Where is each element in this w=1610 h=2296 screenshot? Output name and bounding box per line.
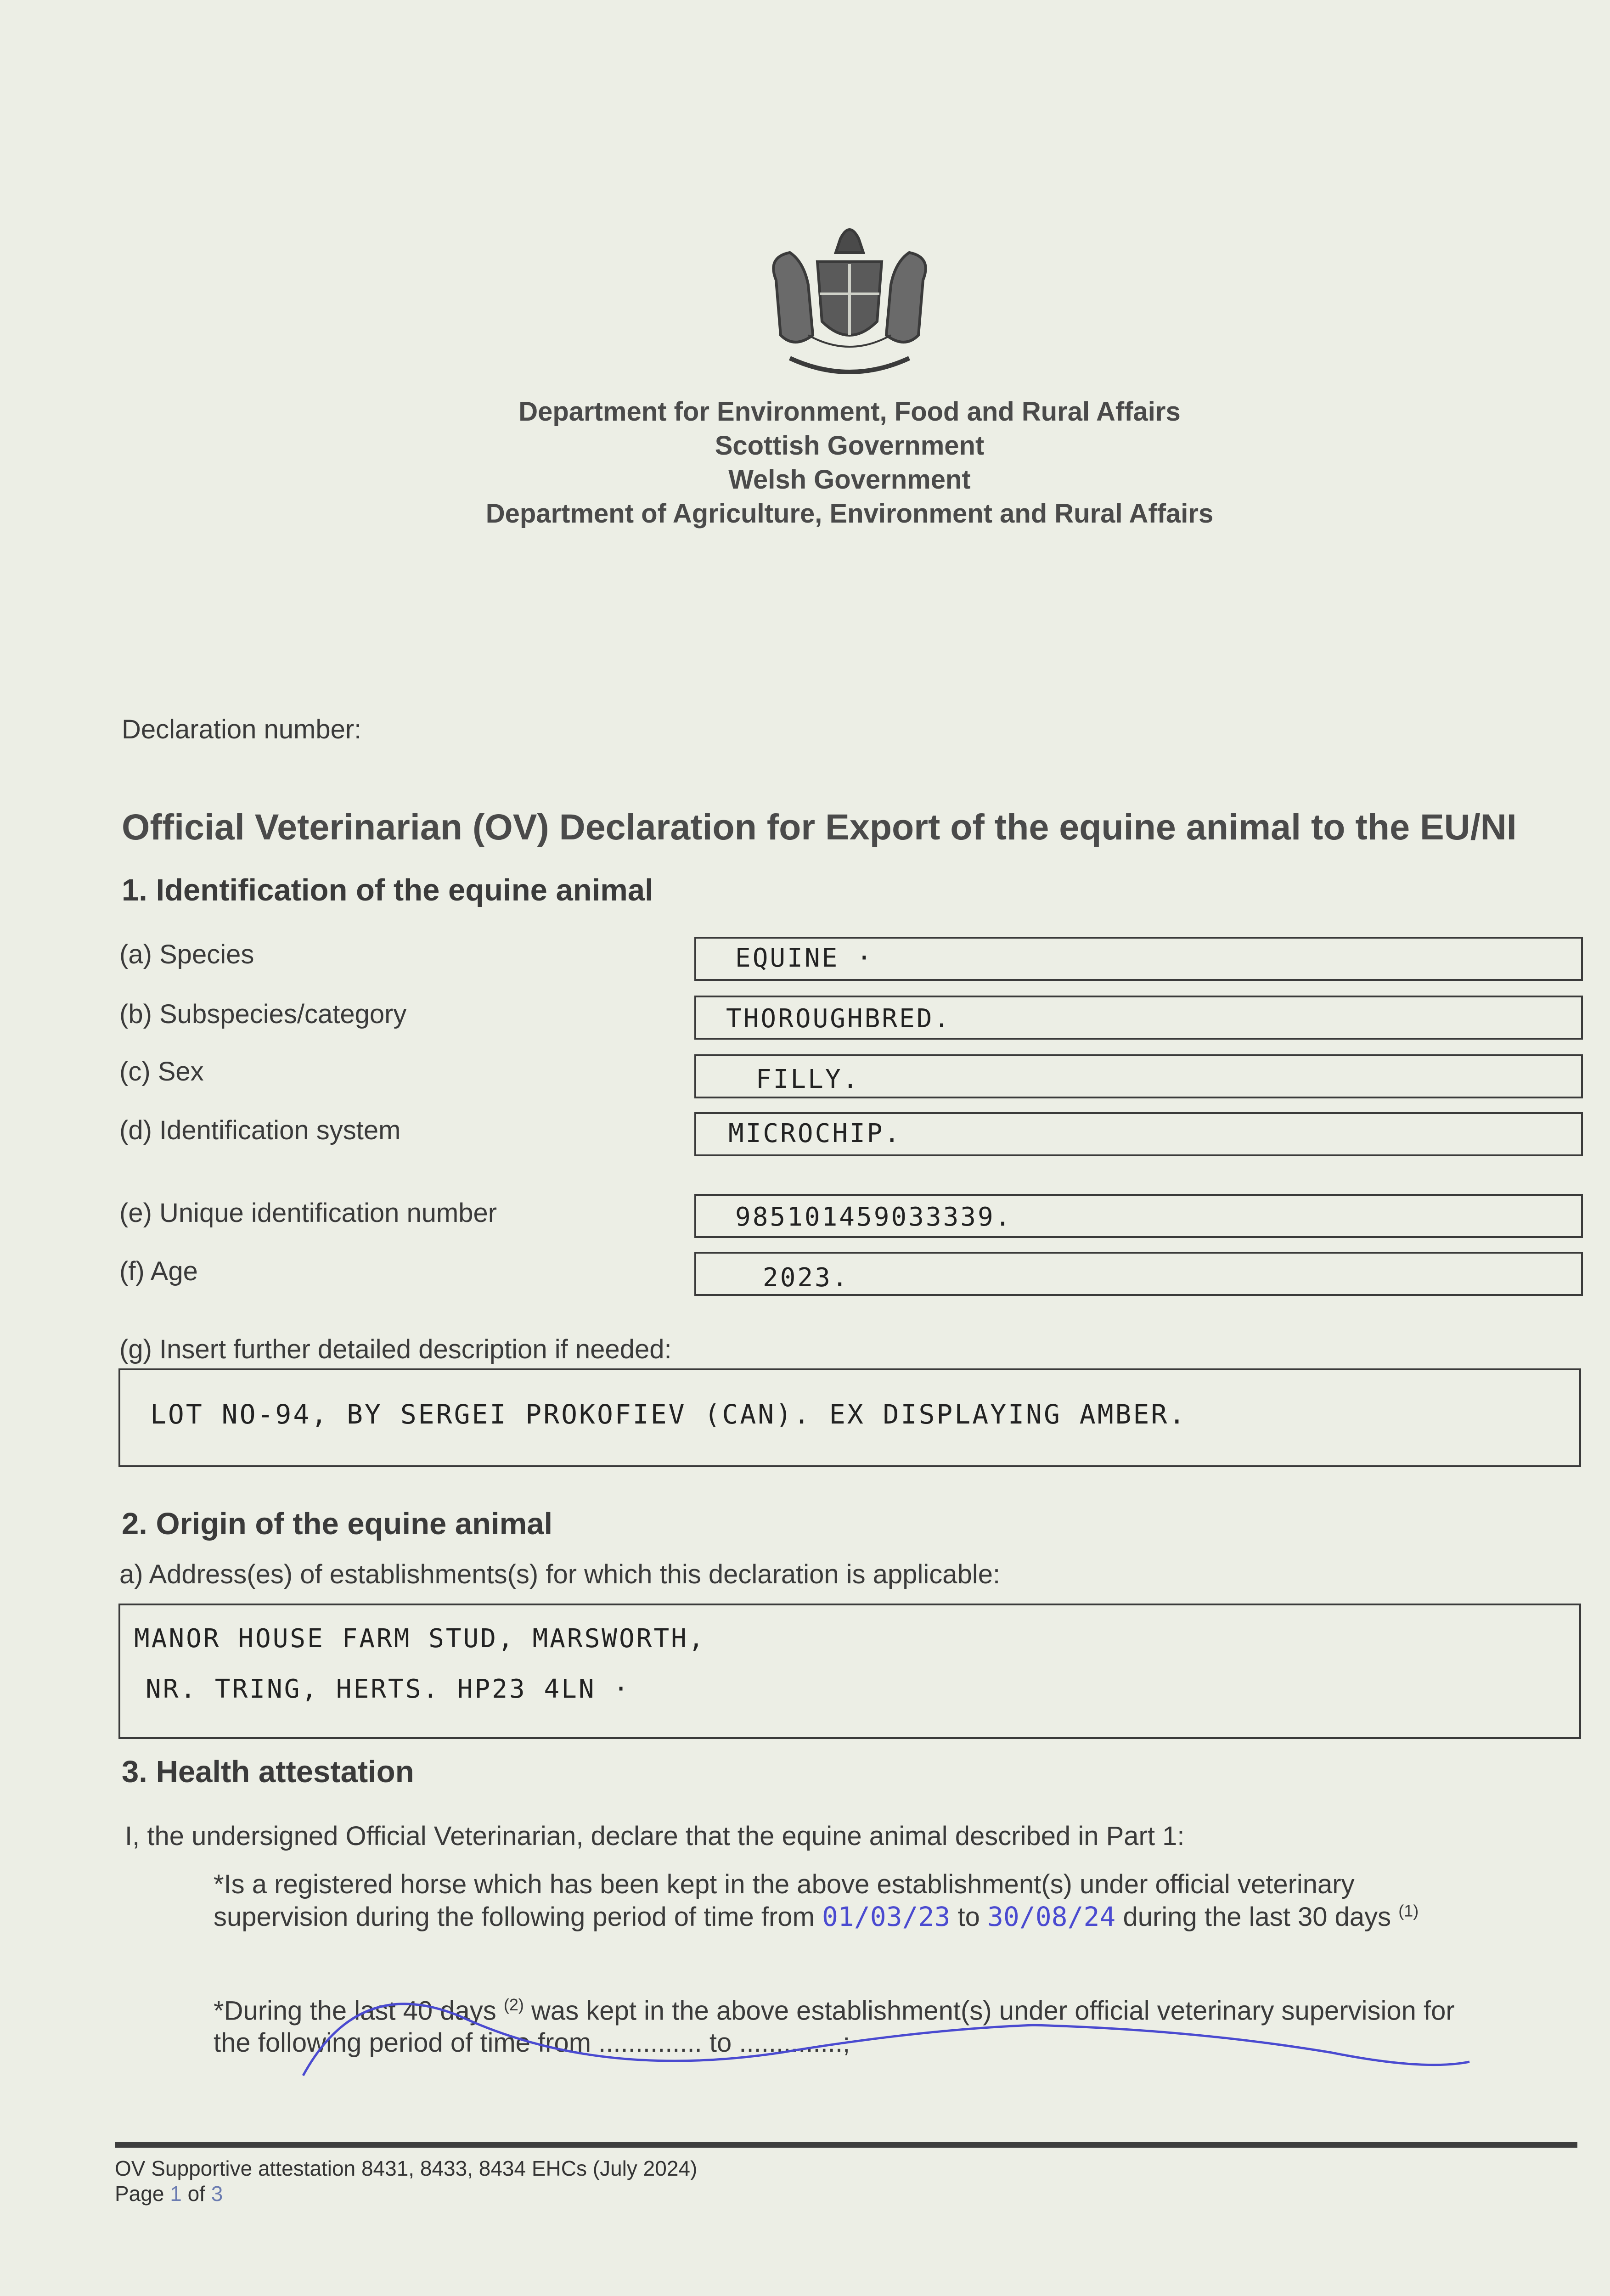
department-line: Department of Agriculture, Environment and Rural Affairs xyxy=(485,499,1214,529)
page-total: 3 xyxy=(211,2182,223,2206)
sex-value: FILLY. xyxy=(756,1064,860,1094)
clause-2-line-1 xyxy=(214,1995,1455,2026)
section-2-heading: 2. Origin of the equine animal xyxy=(122,1507,553,1541)
footer-divider xyxy=(115,2142,1577,2148)
footnote-2-marker: (2) xyxy=(503,1995,524,2014)
further-description-field[interactable] xyxy=(118,1368,1581,1467)
page-of: of xyxy=(187,2182,205,2206)
clause-2-text-a: *During the last 40 days xyxy=(214,1996,496,2026)
section-1-heading: 1. Identification of the equine animal xyxy=(122,873,653,907)
clause-1-line-1: *Is a registered horse which has been kept in the above establishment(s) under official veterinary xyxy=(214,1869,1355,1899)
page-word: Page xyxy=(115,2182,164,2206)
clause-1-line-2 xyxy=(214,1901,1419,1932)
clause-1-to-word: to xyxy=(957,1902,980,1932)
identification-system-label: (d) Identification system xyxy=(119,1115,401,1145)
address-line-2: NR. TRING, HERTS. HP23 4LN · xyxy=(146,1674,631,1704)
further-description-label: (g) Insert further detailed description if needed: xyxy=(119,1334,672,1364)
from-date[interactable]: 01/03/23 xyxy=(822,1901,951,1932)
address-line-1: MANOR HOUSE FARM STUD, MARSWORTH, xyxy=(134,1624,706,1654)
species-value: EQUINE · xyxy=(735,943,874,973)
clause-1-text-end: during the last 30 days xyxy=(1123,1902,1391,1932)
document-title: Official Veterinarian (OV) Declaration for Export of the equine animal to the EU/NI xyxy=(122,806,1517,847)
department-line: Department for Environment, Food and Rural Affairs xyxy=(518,397,1181,427)
attestation-intro: I, the undersigned Official Veterinarian, declare that the equine animal described in Part 1: xyxy=(125,1821,1185,1851)
clause-2-text-b: was kept in the above establishment(s) under official veterinary supervision for xyxy=(531,1996,1455,2026)
sex-label: (c) Sex xyxy=(119,1057,204,1086)
sex-field[interactable] xyxy=(694,1054,1583,1098)
identification-system-field[interactable] xyxy=(694,1112,1583,1156)
footer-attestation: OV Supportive attestation 8431, 8433, 8434 EHCs (July 2024) xyxy=(115,2156,698,2180)
unique-id-field[interactable] xyxy=(694,1194,1583,1238)
species-label: (a) Species xyxy=(119,940,254,969)
page-indicator xyxy=(115,2181,223,2206)
species-field[interactable] xyxy=(694,937,1583,981)
further-description-value: LOT NO-94, BY SERGEI PROKOFIEV (CAN). EX DISPLAYING AMBER. xyxy=(150,1399,1187,1430)
footnote-1-marker: (1) xyxy=(1398,1901,1419,1920)
identification-system-value: MICROCHIP. xyxy=(728,1119,902,1148)
clause-2-line-2: the following period of time from .............. to ..............; xyxy=(214,2028,850,2058)
to-date[interactable]: 30/08/24 xyxy=(987,1901,1116,1932)
subspecies-label: (b) Subspecies/category xyxy=(119,999,407,1029)
royal-coat-of-arms-icon xyxy=(749,220,951,390)
page-current: 1 xyxy=(170,2182,182,2206)
subspecies-value: THOROUGHBRED. xyxy=(726,1004,951,1034)
subspecies-field[interactable] xyxy=(694,996,1583,1040)
age-label: (f) Age xyxy=(119,1256,198,1286)
age-field[interactable] xyxy=(694,1252,1583,1296)
address-field[interactable] xyxy=(118,1604,1581,1739)
section-3-heading: 3. Health attestation xyxy=(122,1755,414,1789)
unique-id-label: (e) Unique identification number xyxy=(119,1198,497,1228)
age-value: 2023. xyxy=(763,1263,850,1293)
clause-1-text-start: supervision during the following period of time from xyxy=(214,1902,815,1932)
issuing-departments xyxy=(321,395,1378,531)
address-label: a) Address(es) of establishments(s) for which this declaration is applicable: xyxy=(119,1559,1001,1589)
department-line: Scottish Government xyxy=(715,431,985,461)
declaration-number-label: Declaration number: xyxy=(122,715,362,744)
department-line: Welsh Government xyxy=(728,465,971,495)
unique-id-value: 985101459033339. xyxy=(735,1202,1013,1232)
